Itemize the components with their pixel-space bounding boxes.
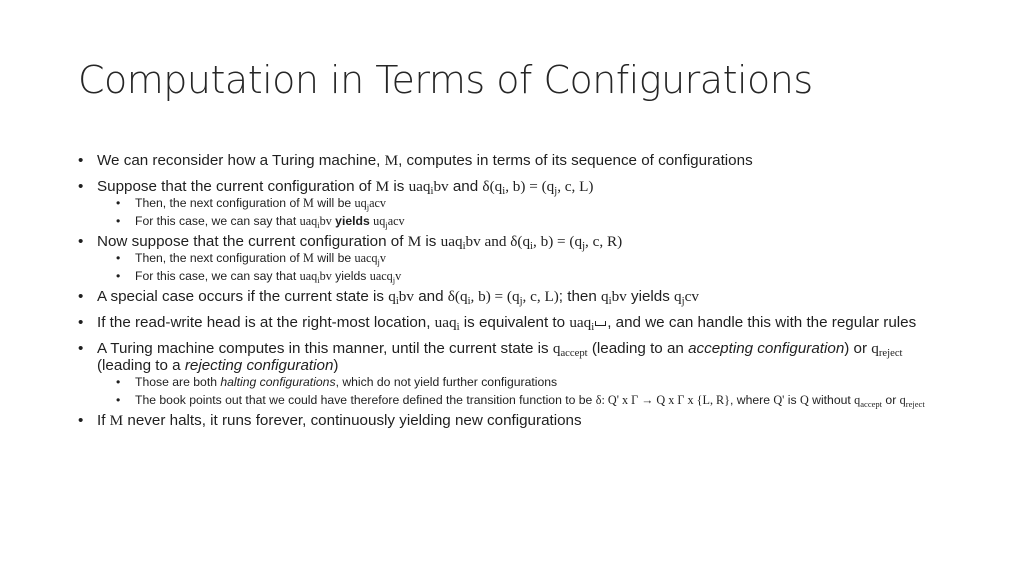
math: cv	[684, 288, 699, 305]
subscript: i	[530, 241, 533, 252]
text: and	[448, 178, 483, 195]
bullet-right-most-location	[78, 314, 958, 331]
math: uaq	[569, 314, 592, 331]
bullet-special-case	[78, 288, 958, 305]
text: We can reconsider how a Turing machine,	[97, 152, 385, 169]
math: M	[303, 251, 314, 265]
math: q	[388, 288, 396, 305]
sub-bullet-list	[97, 376, 958, 407]
text: and	[413, 288, 448, 305]
sub-bullet-yields	[116, 270, 958, 283]
math: bv	[433, 178, 449, 195]
sub-bullet-list	[97, 197, 958, 228]
text: is	[389, 178, 409, 195]
text: is	[784, 393, 800, 407]
math: bv	[611, 288, 627, 305]
sub-bullet-yields	[116, 215, 958, 228]
sub-bullet-next-configuration	[116, 252, 958, 265]
math: uq	[373, 214, 386, 228]
text: or	[882, 393, 900, 407]
math: M	[384, 152, 399, 169]
math: M	[109, 412, 124, 429]
math: , b) = (q	[505, 178, 555, 195]
subscript: j	[681, 296, 685, 307]
text: (leading to a	[97, 357, 185, 374]
math: Q	[799, 393, 809, 407]
sub-bullet-list	[97, 252, 958, 283]
sub-bullet-halting-configurations	[116, 376, 958, 389]
math: v	[395, 269, 402, 283]
math: uaq	[434, 314, 457, 331]
math: δ(q	[447, 288, 468, 305]
subscript: i	[467, 296, 471, 307]
blank-symbol-icon	[595, 321, 606, 326]
bullet-move-left	[78, 178, 958, 228]
math: q	[601, 288, 609, 305]
text: If the read-write head is at the right-most location,	[97, 314, 435, 331]
subscript: reject	[905, 399, 925, 409]
math: uaq	[299, 214, 318, 228]
subscript: accept	[560, 348, 588, 359]
slide-title: Computation in Terms of Configurations	[78, 58, 813, 102]
subscript: j	[392, 275, 396, 285]
subscript: j	[377, 257, 380, 267]
text: will be	[313, 251, 355, 265]
math: Q'	[773, 393, 785, 407]
subscript: j	[519, 296, 523, 307]
math: , c, R)	[585, 233, 623, 250]
math: bv	[319, 214, 332, 228]
text: is	[421, 233, 441, 250]
text: , where	[730, 393, 774, 407]
text: ; then	[558, 288, 602, 305]
subscript: i	[462, 241, 466, 252]
subscript: i	[430, 186, 434, 197]
italic-term: halting configurations	[220, 375, 336, 389]
sub-bullet-transition-function	[116, 394, 958, 407]
text: For this case, we can say that	[135, 269, 300, 283]
math: q	[552, 340, 561, 357]
text: Then, the next configuration of	[135, 251, 304, 265]
bullet-never-halts	[78, 412, 958, 429]
text: Those are both	[135, 375, 221, 389]
text: , computes in terms of its sequence of configurations	[398, 152, 753, 169]
italic-term: accepting configuration	[688, 340, 845, 357]
subscript: i	[502, 186, 506, 197]
math: , b) = (q	[533, 233, 583, 250]
math: bv	[398, 288, 414, 305]
math: q	[854, 393, 861, 407]
math: v	[379, 251, 386, 265]
text: will be	[313, 196, 355, 210]
text: Then, the next configuration of	[135, 196, 304, 210]
math: , b) = (q	[470, 288, 520, 305]
subscript: i	[395, 296, 399, 307]
subscript: i	[608, 296, 612, 307]
math: uaq	[440, 233, 463, 250]
text: If	[97, 412, 110, 429]
text: )	[333, 357, 339, 374]
bold-term: yields	[335, 214, 370, 228]
text: never halts, it runs forever, continuously yielding new configurations	[123, 412, 582, 429]
math: bv and δ(q	[465, 233, 531, 250]
bullet-configuration-sequence	[78, 152, 958, 169]
subscript: i	[456, 322, 460, 333]
italic-term: rejecting configuration	[184, 357, 334, 374]
slide-content	[78, 152, 958, 438]
subscript: j	[554, 186, 558, 197]
subscript: j	[582, 241, 586, 252]
subscript: i	[591, 322, 595, 333]
subscript: accept	[860, 399, 883, 409]
sub-bullet-next-configuration	[116, 197, 958, 210]
text: , and we can handle this with the regular rules	[607, 314, 917, 331]
subscript: j	[366, 202, 370, 212]
text: is equivalent to	[459, 314, 570, 331]
math: q	[899, 393, 906, 407]
math: bv	[319, 269, 332, 283]
math: M	[303, 196, 314, 210]
subscript: reject	[878, 348, 903, 359]
math: q	[871, 340, 879, 357]
bullet-halting-states	[78, 340, 958, 407]
text: (leading to an	[587, 340, 689, 357]
math: , c, L)	[557, 178, 594, 195]
text: yields	[331, 269, 370, 283]
text: Now suppose that the current configuration of	[97, 233, 408, 250]
text: Suppose that the current configuration of	[97, 178, 376, 195]
text: For this case, we can say that	[135, 214, 300, 228]
text: A Turing machine computes in this manner, until the current state is	[97, 340, 553, 357]
math: , c, L)	[522, 288, 559, 305]
text: , which do not yield further configurations	[335, 375, 558, 389]
math: q	[674, 288, 682, 305]
text: without	[808, 393, 855, 407]
text: The book points out that we could have therefore defined the transition function to be	[135, 393, 596, 407]
math: acv	[369, 196, 386, 210]
bullet-move-right	[78, 233, 958, 283]
math: uacq	[354, 251, 378, 265]
math: δ: Q' x Γ → Q x Γ x {L, R}	[595, 393, 731, 407]
subscript: j	[385, 220, 388, 230]
math: acv	[387, 214, 405, 228]
math: uaq	[299, 269, 318, 283]
text: A special case occurs if the current state is	[97, 288, 389, 305]
math: uq	[354, 196, 367, 210]
math: δ(q	[482, 178, 503, 195]
bullet-list	[78, 152, 958, 429]
subscript: i	[317, 275, 320, 285]
math: M	[375, 178, 390, 195]
text: ) or	[844, 340, 872, 357]
text: yields	[626, 288, 675, 305]
math: M	[407, 233, 422, 250]
math: uaq	[408, 178, 431, 195]
subscript: i	[317, 220, 320, 230]
math: uacq	[369, 269, 393, 283]
